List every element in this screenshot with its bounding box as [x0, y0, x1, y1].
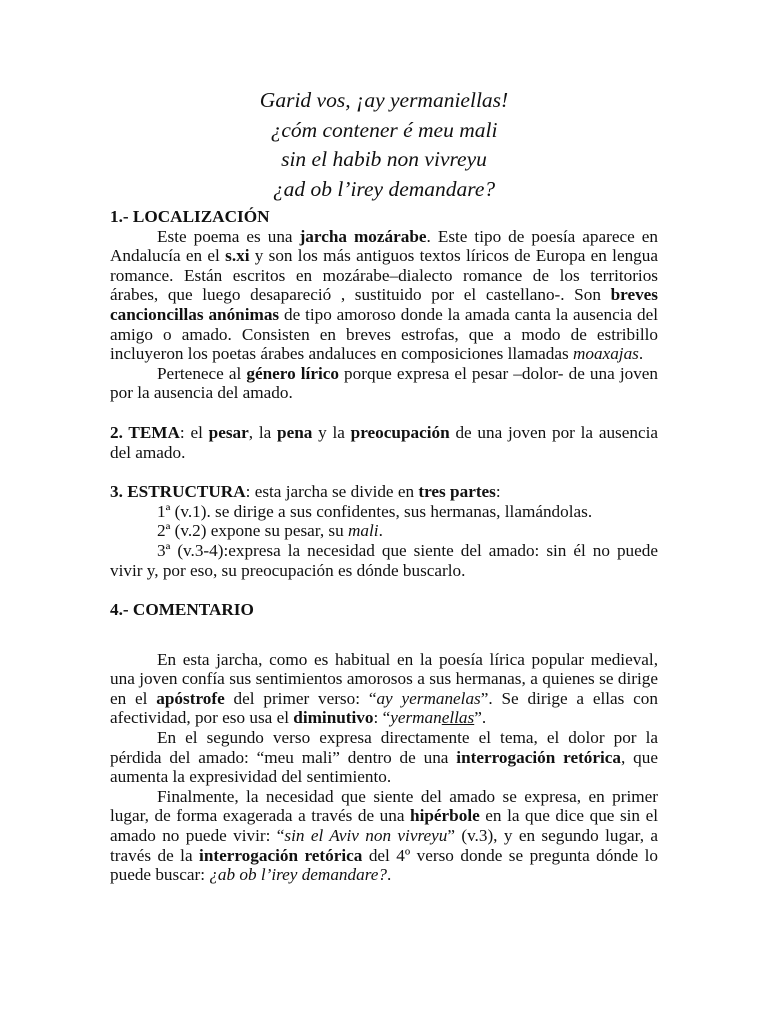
bold-term: interrogación retórica: [456, 747, 622, 767]
underlined-term: ellas: [441, 708, 475, 728]
text: del 4º verso donde se pregunta dónde lo puede buscar:: [110, 845, 658, 885]
text: , la: [248, 422, 278, 442]
text: y son los más antiguos textos líricos de Europa en lengua romance. Están escritos en mozárabe–dialecto romance de los territorios árabes, que luego desapareció , sustituido por el castellano-. Son: [110, 246, 658, 305]
bold-term: pena: [277, 422, 313, 442]
jarcha-poem: [0, 86, 768, 204]
text: porque expresa el pesar –dolor- de una joven por la ausencia del amado.: [110, 363, 659, 403]
poem-line: sin el habib non vivreyu: [281, 147, 487, 171]
text: : esta jarcha se divide en: [245, 482, 419, 502]
document-body: [110, 207, 658, 885]
spacer: [110, 403, 658, 423]
poem-line: ¿cóm contener é meu mali: [270, 117, 498, 142]
estructura-part-3: 3ª (v.3-4):expresa la necesidad que siente del amado: sin él no puede vivir y, por eso, su preocupación es dónde buscarlo.: [110, 540, 658, 580]
text: del primer verso: “: [224, 688, 377, 708]
text: En esta jarcha, como es habitual en la poesía lírica popular medieval, una joven confía sus sentimientos amorosos a sus hermanas, a quienes se dirige en el: [110, 649, 658, 708]
bold-term: preocupación: [350, 422, 450, 442]
text: :: [495, 482, 501, 502]
italic-term: moaxajas: [572, 344, 639, 364]
text: ”. Se dirige a ellas con afectividad, por eso usa el: [110, 688, 658, 728]
italic-term: sin el Aviv non vivreyu: [284, 826, 448, 846]
text: de tipo amoroso donde la amada canta la ausencia del amigo o amado. Consisten en breves estrofas, que a modo de estribillo incluyeron los poetas árabes andaluces en composiciones llamadas: [110, 304, 658, 364]
section-heading-tema: 2. TEMA: [110, 422, 180, 442]
text: En el segundo verso expresa directamente el tema, el dolor por la pérdida del amado: “meu mali” dentro de una: [110, 728, 658, 767]
italic-term: ¿ab ob l’irey demandare?: [209, 865, 387, 885]
text: en la que dice que sin el amado no puede vivir: “: [110, 806, 658, 846]
section-heading-comentario: 4.- COMENTARIO: [110, 600, 254, 620]
text: : “: [373, 708, 391, 728]
paragraph-localizacion-1: [110, 227, 658, 364]
section-tema: [110, 423, 658, 462]
bold-term: interrogación retórica: [199, 845, 363, 865]
paragraph-comentario-3: [110, 787, 658, 885]
text: : el: [179, 422, 209, 442]
text: .: [387, 865, 392, 885]
italic-term: yerman: [390, 708, 442, 728]
bold-term: género lírico: [246, 363, 339, 383]
estructura-part-2: [110, 521, 658, 541]
paragraph-comentario-1: [110, 650, 658, 728]
bold-term: s.xi: [225, 246, 250, 266]
spacer: [110, 462, 658, 482]
text: ” (v.3), y en segundo lugar, a través de la: [110, 826, 658, 865]
paragraph-localizacion-2: [110, 364, 658, 403]
bold-term: tres partes: [418, 482, 496, 502]
text: 2ª (v.2) expone su pesar, su: [157, 521, 348, 541]
section-heading-localizacion: 1.- LOCALIZACIÓN: [110, 207, 270, 226]
text: . Este tipo de poesía aparece en Andalucía en el: [110, 226, 658, 266]
italic-term: mali: [348, 521, 379, 541]
bold-term: jarcha mozárabe: [299, 226, 427, 246]
text: Este poema es una: [157, 226, 300, 246]
bold-term: apóstrofe: [156, 688, 225, 708]
paragraph-comentario-2: [110, 728, 658, 787]
spacer: [110, 580, 658, 600]
italic-term: ay yermanelas: [376, 688, 481, 708]
section-heading-estructura: 3. ESTRUCTURA: [110, 482, 246, 502]
bold-term: breves cancioncillas anónimas: [110, 285, 658, 324]
poem-line: Garid vos, ¡ay yermaniellas!: [259, 88, 509, 112]
bold-term: diminutivo: [293, 708, 374, 728]
text: Finalmente, la necesidad que siente del amado se expresa, en primer lugar, de forma exagerada a través de una: [110, 786, 658, 826]
text: ”.: [474, 708, 487, 728]
estructura-part-1: 1ª (v.1). se dirige a sus confidentes, sus hermanas, llamándolas.: [157, 501, 593, 521]
text: Pertenece al: [157, 363, 247, 383]
poem-line: ¿ad ob l’irey demandare?: [272, 176, 496, 201]
spacer: [110, 620, 658, 650]
text: .: [378, 521, 383, 541]
text: , que aumenta la expresividad del sentimiento.: [110, 747, 658, 787]
text: y la: [312, 422, 351, 442]
bold-term: pesar: [208, 422, 249, 442]
text: de una joven por la ausencia del amado.: [110, 422, 658, 462]
text: .: [638, 344, 644, 364]
bold-term: hipérbole: [410, 806, 480, 826]
section-estructura: [110, 482, 658, 502]
